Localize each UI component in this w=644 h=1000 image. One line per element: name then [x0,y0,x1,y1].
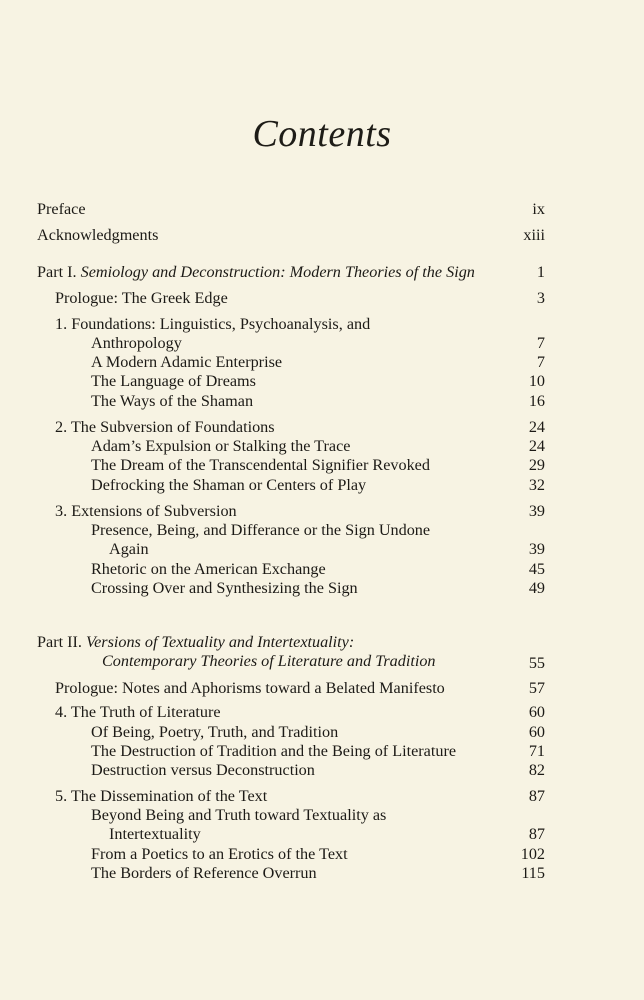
toc-part-2-title-cont[interactable]: Contemporary Theories of Literature and Tradition [102,652,436,670]
toc-section[interactable]: The Destruction of Tradition and the Being of Literature [91,742,457,760]
page-number: xiii [523,226,545,244]
page-number: 49 [528,579,545,597]
page-number: 10 [528,372,545,390]
toc-chapter-2[interactable]: 2. The Subversion of Foundations [55,418,275,436]
page-number: 87 [528,825,545,843]
toc-section[interactable]: The Borders of Reference Overrun [91,864,317,882]
page-number: 24 [528,437,545,455]
toc-section[interactable]: Destruction versus Deconstruction [91,761,315,779]
page-number: 115 [521,864,545,882]
page-number: 55 [528,654,545,672]
toc-entry-acknowledgments[interactable]: Acknowledgments [37,226,159,244]
toc-chapter-1[interactable]: 1. Foundations: Linguistics, Psychoanalysis, and [55,315,371,333]
page-number: 45 [528,560,545,578]
page-number: 102 [520,845,545,863]
page-number: 60 [528,703,545,721]
page-number: 7 [536,334,545,352]
toc-section[interactable]: A Modern Adamic Enterprise [91,353,283,371]
toc-section[interactable]: Of Being, Poetry, Truth, and Tradition [91,723,339,741]
page-number: 16 [528,392,545,410]
page-number: 1 [536,263,545,281]
page-number: 24 [528,418,545,436]
toc-section-cont[interactable]: Intertextuality [109,825,201,843]
toc-section-cont[interactable]: Again [109,540,149,558]
toc-section[interactable]: The Ways of the Shaman [91,392,254,410]
page-number: 39 [528,540,545,558]
page-number: 3 [536,289,545,307]
page-number: 57 [528,679,545,697]
toc-chapter-4[interactable]: 4. The Truth of Literature [55,703,221,721]
part-label: Part I. [37,263,77,281]
toc-section[interactable]: Presence, Being, and Differance or the Sign Undone [91,521,431,539]
part-label: Part II. [37,633,82,651]
toc-section[interactable]: Adam’s Expulsion or Stalking the Trace [91,437,351,455]
page-number: 39 [528,502,545,520]
toc-section[interactable]: Beyond Being and Truth toward Textuality as [91,806,387,824]
page-number: 29 [528,456,545,474]
toc-part-1-heading[interactable] [37,263,475,282]
page-number: ix [532,200,545,218]
toc-section[interactable]: Defrocking the Shaman or Centers of Play [91,476,367,494]
toc-chapter-1-cont[interactable]: Anthropology [91,334,182,352]
page-number: 32 [528,476,545,494]
toc-section[interactable]: From a Poetics to an Erotics of the Text [91,845,348,863]
toc-prologue[interactable]: Prologue: Notes and Aphorisms toward a Belated Manifesto [55,679,445,697]
toc-section[interactable]: Crossing Over and Synthesizing the Sign [91,579,358,597]
page-number: 7 [536,353,545,371]
page-title: Contents [252,113,392,155]
toc-chapter-5[interactable]: 5. The Dissemination of the Text [55,787,268,805]
page-number: 87 [528,787,545,805]
part-title: Semiology and Deconstruction: Modern Theories of the Sign [80,263,475,281]
toc-section[interactable]: The Language of Dreams [91,372,256,390]
page-number: 71 [528,742,545,760]
toc-entry-preface[interactable]: Preface [37,200,86,218]
toc-chapter-3[interactable]: 3. Extensions of Subversion [55,502,237,520]
part-title: Versions of Textuality and Intertextuality: [86,633,355,651]
toc-prologue[interactable]: Prologue: The Greek Edge [55,289,228,307]
toc-section[interactable]: The Dream of the Transcendental Signifier Revoked [91,456,430,474]
toc-section[interactable]: Rhetoric on the American Exchange [91,560,326,578]
page-number: 60 [528,723,545,741]
toc-part-2-heading[interactable] [37,633,354,652]
page-number: 82 [528,761,545,779]
